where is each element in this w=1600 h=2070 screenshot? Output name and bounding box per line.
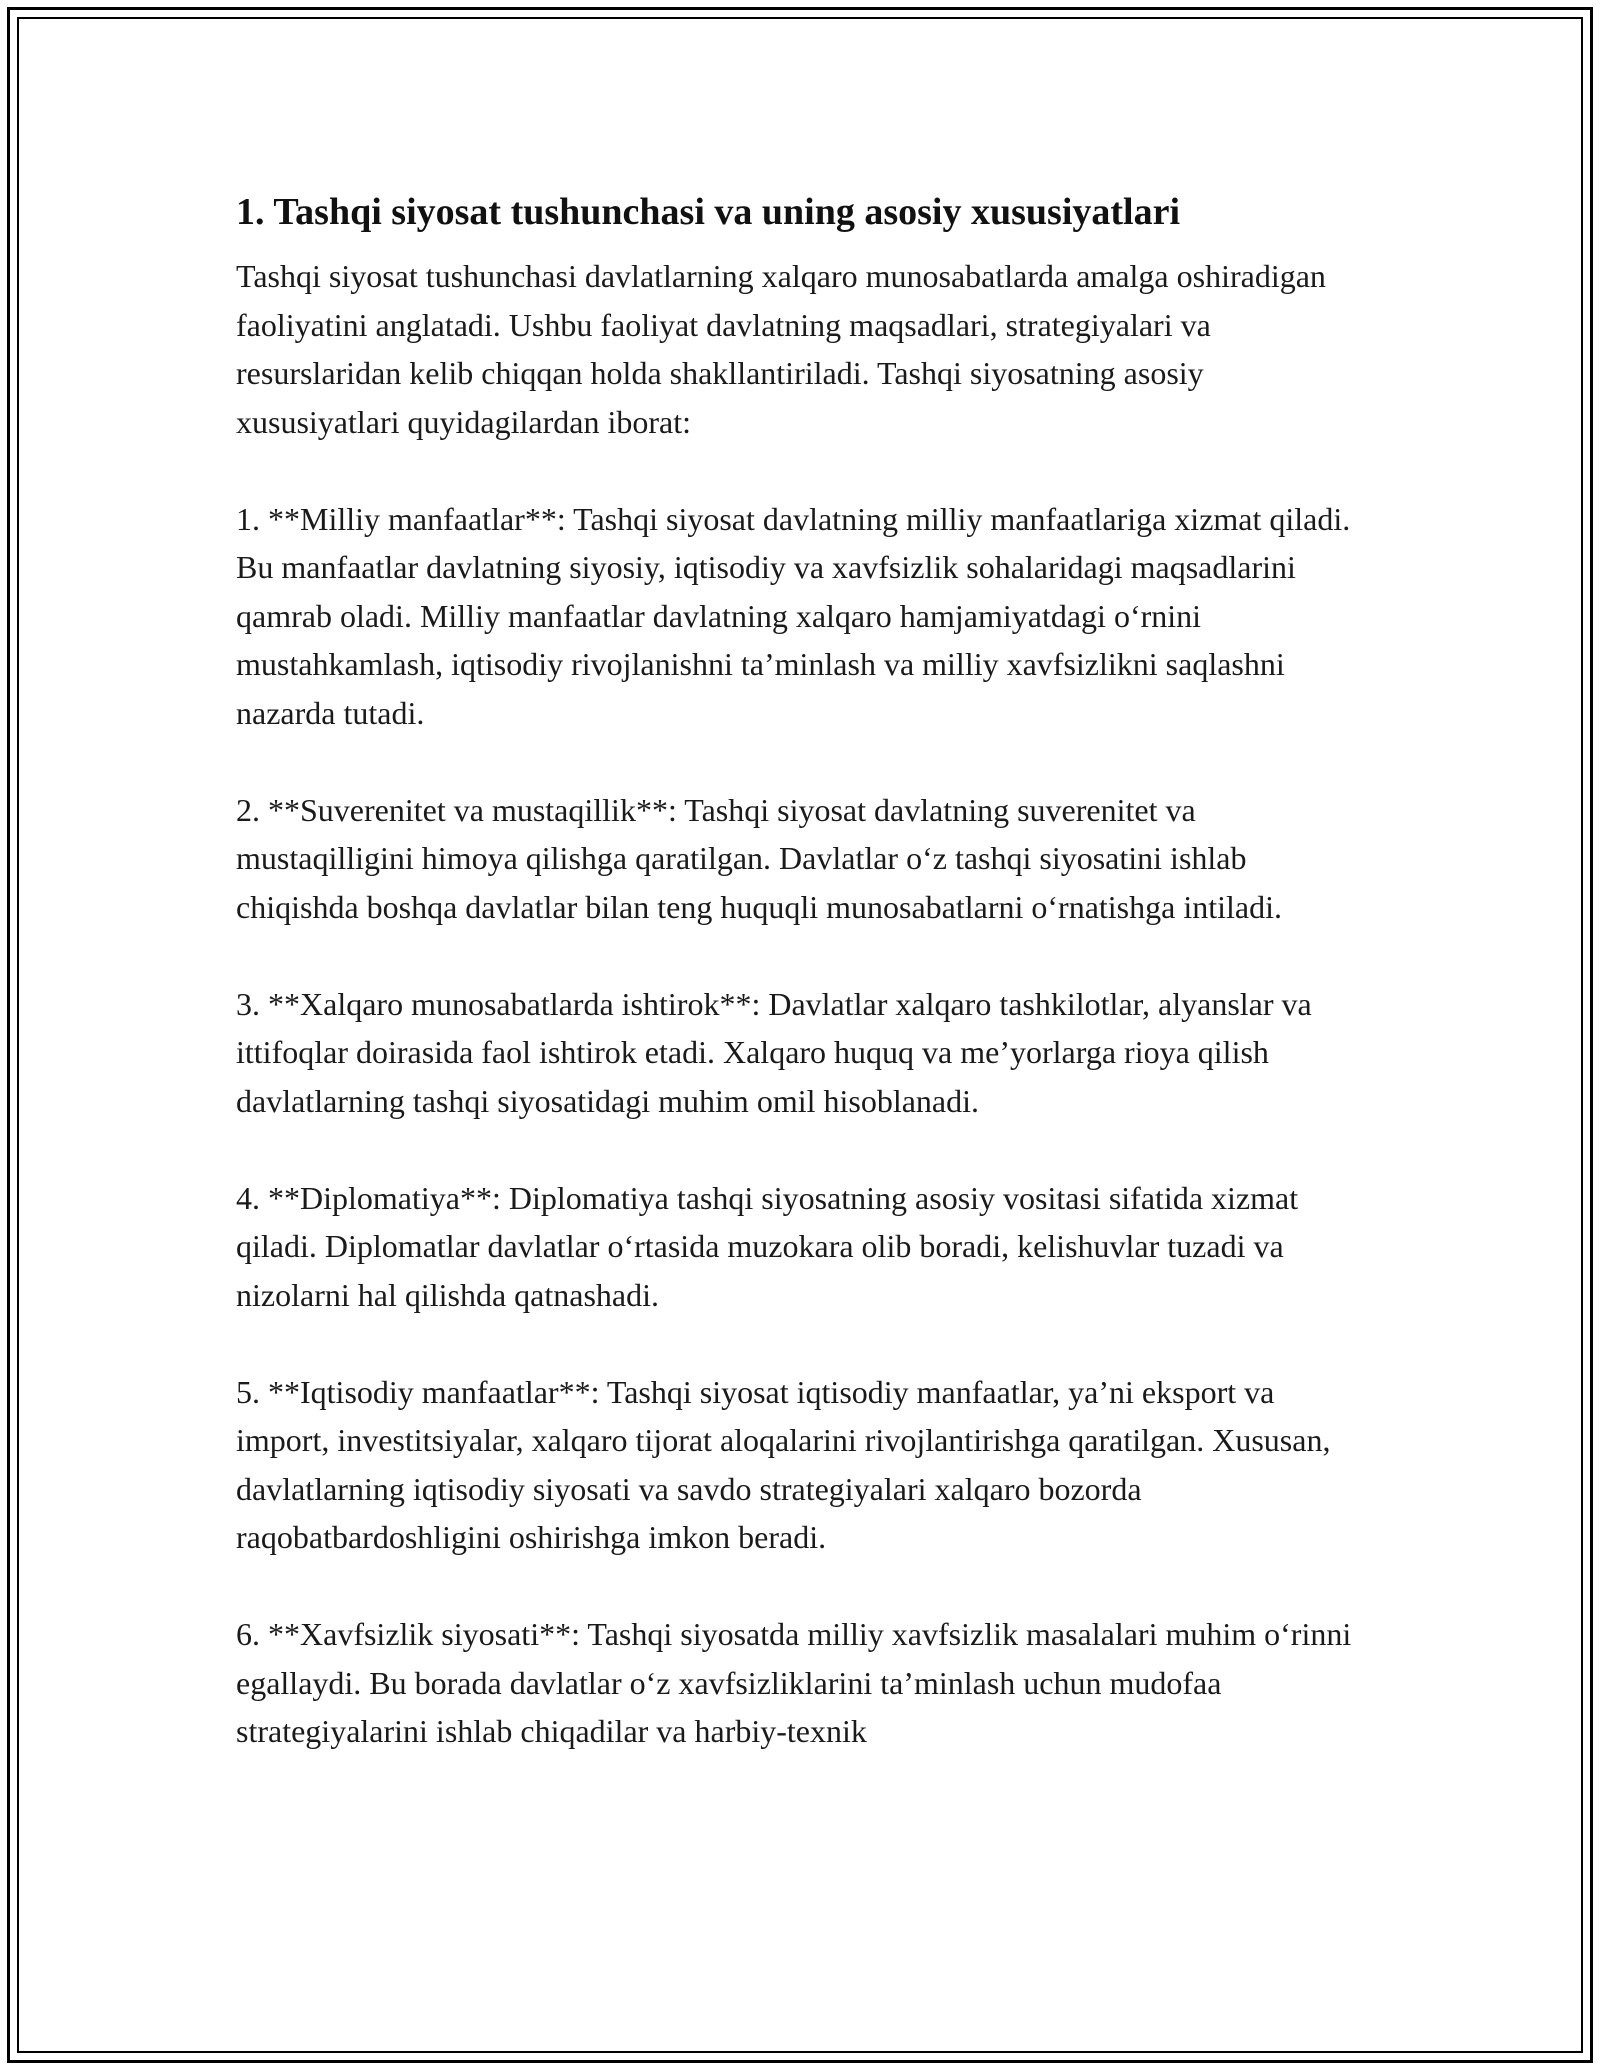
list-item-milliy-manfaatlar: 1. **Milliy manfaatlar**: Tashqi siyosat davlatning milliy manfaatlariga xizmat qiladi. Bu manfaatlar davlatning siyosiy, iqtisodiy va xavfsizlik sohalaridagi maqsadlarini qamrab oladi. Milliy manfaatlar davlatning xalqaro hamjamiyatdagi o‘rnini mustahkamlash, iqtisodiy rivojlanishni ta’minlash va milliy xavfsizlikni saqlashni nazarda tutadi. [236, 500, 1351, 731]
list-item-diplomatiya: 4. **Diplomatiya**: Diplomatiya tashqi siyosatning asosiy vositasi sifatida xizmat qiladi. Diplomatlar davlatlar o‘rtasida muzokara olib boradi, kelishuvlar tuzadi va nizolarni hal qilishda qatnashadi. [236, 1179, 1299, 1313]
intro-paragraph: Tashqi siyosat tushunchasi davlatlarning xalqaro munosabatlarda amalga oshiradigan faoliyatini anglatadi. Ushbu faoliyat davlatning maqsadlari, strategiyalari va resurslaridan kelib chiqqan holda shakllantiriladi. Tashqi siyosatning asosiy xususiyatlari quyidagilardan iborat: [236, 258, 1326, 440]
list-item-iqtisodiy-manfaatlar: 5. **Iqtisodiy manfaatlar**: Tashqi siyosat iqtisodiy manfaatlar, ya’ni eksport va import, investitsiyalar, xalqaro tijorat aloqalarini rivojlantirishga qaratilgan. Xususan, davlatlarning iqtisodiy siyosati va savdo strategiyalari xalqaro bozorda raqobatbardoshligini oshirishga imkon beradi. [236, 1373, 1331, 1555]
list-item-xalqaro-munosabatlar: 3. **Xalqaro munosabatlarda ishtirok**: Davlatlar xalqaro tashkilotlar, alyanslar va ittifoqlar doirasida faol ishtirok etadi. Xalqaro huquq va me’yorlarga rioya qilish davlatlarning tashqi siyosatidagi muhim omil hisoblanadi. [236, 985, 1312, 1119]
document-body [236, 188, 1366, 1756]
list-item-suverenitet: 2. **Suverenitet va mustaqillik**: Tashqi siyosat davlatning suverenitet va mustaqilligini himoya qilishga qaratilgan. Davlatlar o‘z tashqi siyosatini ishlab chiqishda boshqa davlatlar bilan teng huquqli munosabatlarni o‘rnatishga intiladi. [236, 791, 1282, 925]
list-item-xavfsizlik-siyosati: 6. **Xavfsizlik siyosati**: Tashqi siyosatda milliy xavfsizlik masalalari muhim o‘rinni egallaydi. Bu borada davlatlar o‘z xavfsizliklarini ta’minlash uchun mudofaa strategiyalarini ishlab chiqadilar va harbiy-texnik [236, 1616, 1352, 1749]
section-heading: 1. Tashqi siyosat tushunchasi va uning asosiy xususiyatlari [236, 191, 1181, 233]
